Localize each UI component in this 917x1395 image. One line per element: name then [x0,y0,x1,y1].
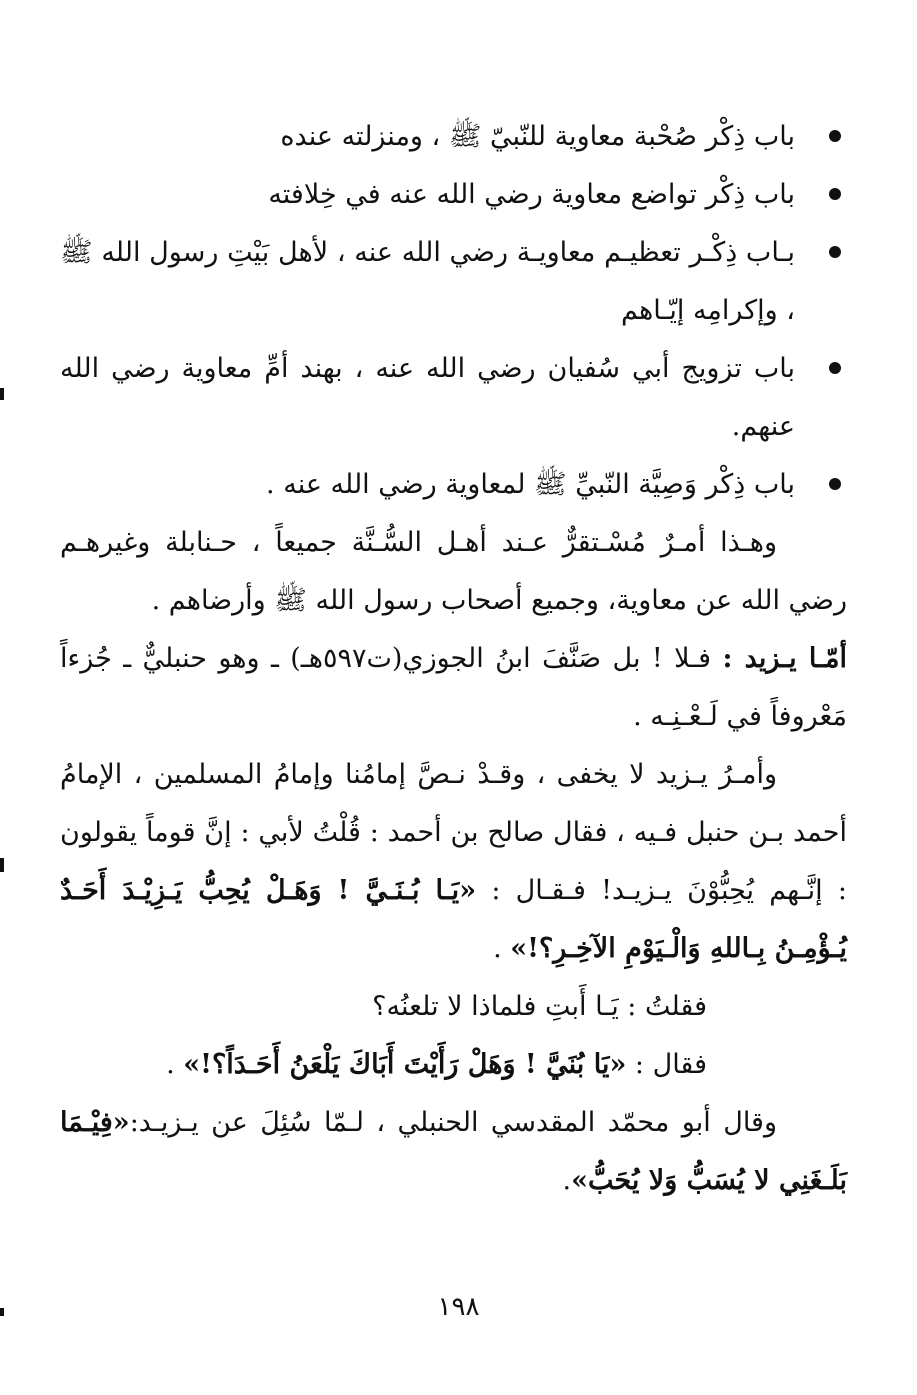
quote-text: «يَا بُنَيَّ ! وَهَلْ رَأَيْتَ أَبَاكَ يَلْعَنُ أَحَـدَاً؟!» [183,1049,627,1080]
quote-text: «فِيْـمَا بَلَـغَنِي لا يُسَبُّ وَلا يُحَبُّ» [60,1107,847,1196]
chapter-item [60,224,847,340]
paragraph-answer [60,1036,847,1094]
chapter-item [60,340,847,456]
paragraph-end: . [562,1165,572,1196]
page-number: ١٩٨ [437,1292,480,1322]
paragraph-question: فقلتُ : يَـا أَبتِ فلماذا لا تلعنُه؟ [372,991,707,1022]
paragraph-maqdisi [60,1094,847,1210]
bullet-icon [829,130,841,142]
bullet-icon [829,246,841,258]
chapter-item [60,108,847,166]
paragraph-imam-ahmad [60,746,847,978]
paragraph-end: . [493,933,511,964]
chapter-title: باب تزويج أبي سُفيان رضي الله عنه ، بهند أمِّ معاوية رضي الله عنهم. [60,353,795,442]
chapter-item [60,456,847,514]
paragraph-end: . [166,1049,184,1080]
chapter-item [60,166,847,224]
scan-edge-mark [0,388,4,400]
paragraph-text: وأمـرُ يـزيد لا يخفى ، وقـدْ نـصَّ إمامُنا وإمامُ المسلمين ، الإمامُ أحمد بـن حنبل فـيه ، فقال صالح بن أحمد : قُلْتُ لأبي : إنَّ قوماً يقولون : إنَّـهم يُحِبُّوْنَ يـزيـد! فـقـال : [60,759,847,906]
page-body [60,108,847,1210]
chapter-title: بـاب ذِكْـر تعظيـم معاويـة رضي الله عنه ، لأهل بَيْتِ رسول الله ﷺ ، وإكرامِه إيّـاهم [60,237,795,326]
paragraph-text: فـلا ! بل صَنَّفَ ابنُ الجوزي(ت٥٩٧هـ) ـ وهو حنبليٌّ ـ جُزءاً مَعْروفاً في لَـعْـنِـه . [60,643,847,732]
paragraph-lead: أمّـا يـزيد : [722,643,847,674]
bullet-icon [829,188,841,200]
chapter-title: باب ذِكْر صُحْبة معاوية للنّبيّ ﷺ ، ومنزلته عنده [280,121,795,152]
paragraph-consensus: وهـذا أمـرٌ مُسْـتقرٌّ عـند أهـل السُّـنَّة جميعاً ، حـنابلة وغيرهـم رضي الله عن معاوية، وجميع أصحاب رسول الله ﷺ وأرضاهم . [60,527,847,616]
chapter-title: باب ذِكْر وَصِيَّة النّبيِّ ﷺ لمعاوية رضي الله عنه . [266,469,795,500]
quote-text: «يَـا بُـنَـيَّ ! وَهَـلْ يُحِبُّ يَـزِيْـدَ أَحَـدٌ يُـؤْمِـنُ بِـاللهِ وَالْـيَوْمِ الآخِـرِ؟!» [60,875,847,964]
paragraph-yazid [60,630,847,746]
paragraph-text: وقال أبو محمّد المقدسي الحنبلي ، لـمّا سُئِلَ عن يـزيـد: [129,1107,777,1138]
bullet-icon [829,478,841,490]
scan-edge-mark [0,1308,4,1316]
paragraph-text: فقال : [626,1049,707,1080]
chapter-list [60,108,847,514]
chapter-title: باب ذِكْر تواضع معاوية رضي الله عنه في خِلافته [268,179,795,210]
scan-edge-mark [0,858,4,872]
bullet-icon [829,362,841,374]
